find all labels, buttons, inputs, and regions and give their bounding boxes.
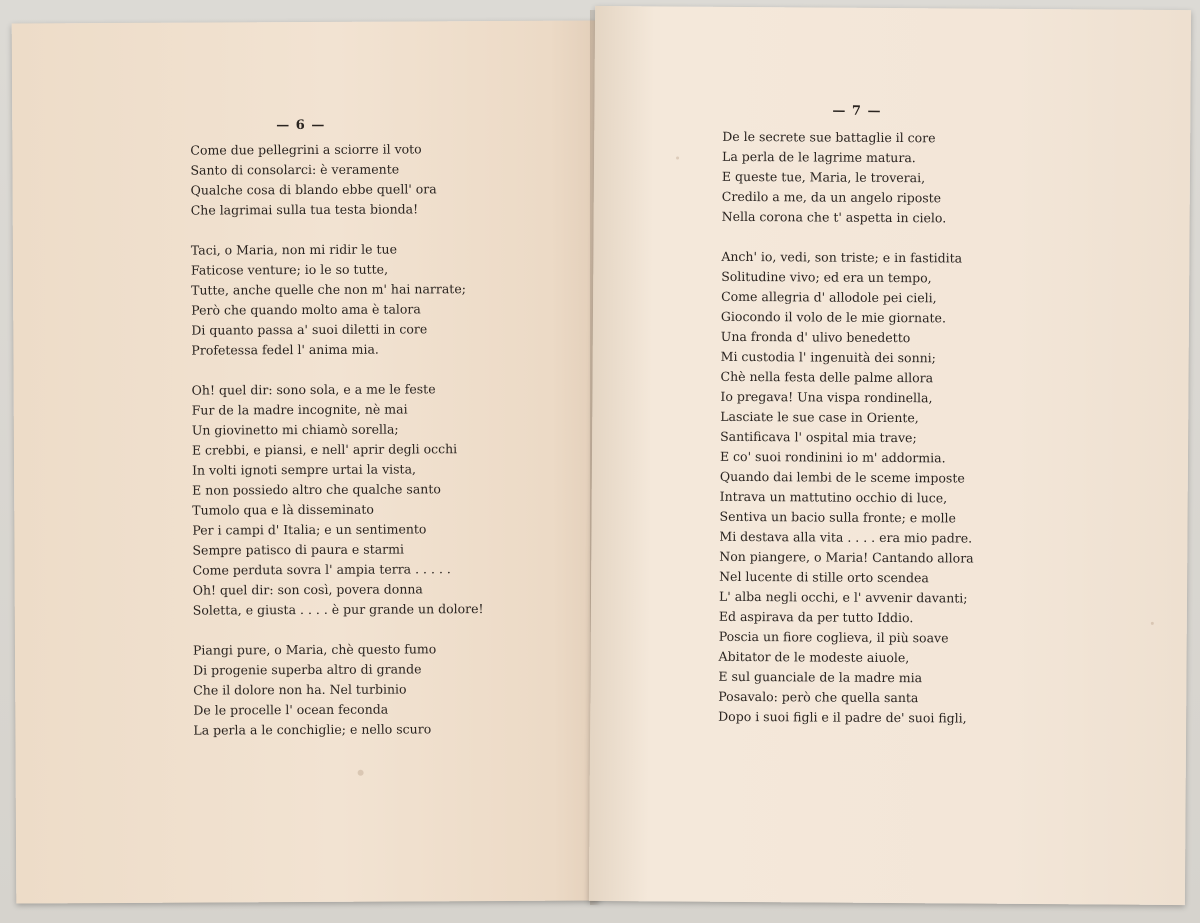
poem-line: Mi destava alla vita . . . . era mio padre. (719, 528, 973, 546)
poem-line: E non possiedo altro che qualche santo (192, 481, 441, 498)
poem-line: Santo di consolarci: è veramente (190, 161, 400, 178)
poem-line: Lasciate le sue case in Oriente, (720, 408, 919, 426)
poem-line: Soletta, e giusta . . . . è pur grande un dolore! (192, 601, 484, 618)
poem-line: Posavalo: però che quella santa (718, 688, 919, 706)
paper-stain (358, 770, 364, 776)
stanza (718, 247, 976, 729)
stanza (191, 239, 482, 361)
poem-line: Per i campi d' Italia; e un sentimento (192, 521, 427, 538)
poem-line: Come due pellegrini a sciorre il voto (190, 141, 422, 158)
poem-line: De le procelle l' ocean feconda (193, 701, 389, 718)
poem-line: Un giovinetto mi chiamò sorella; (191, 421, 399, 438)
right-page (589, 6, 1191, 905)
poem-line: Abitator de le modeste aiuole, (718, 648, 910, 666)
poem-line: Profetessa fedel l' anima mia. (191, 341, 379, 358)
poem-line: Chè nella festa delle palme allora (720, 368, 934, 386)
poem-line: Tumolo qua e là disseminato (192, 501, 374, 518)
poem-line: Santificava l' ospital mia trave; (720, 428, 917, 446)
poem-line: Poscia un fiore coglieva, il più soave (718, 628, 949, 646)
poem-line: E crebbi, e piansi, e nell' aprir degli occhi (191, 441, 458, 458)
poem-line: Di quanto passa a' suoi diletti in core (191, 321, 428, 338)
poem-line: Però che quando molto ama è talora (191, 301, 421, 318)
poem-line: Credilo a me, da un angelo riposte (721, 188, 942, 206)
poem-line: Mi custodia l' ingenuità dei sonni; (720, 348, 936, 366)
poem-line: Piangi pure, o Maria, chè questo fumo (192, 641, 437, 658)
poem-line: Sempre patisco di paura e starmi (192, 541, 405, 558)
stanza (193, 639, 484, 741)
poem-line: Giocondo il volo de le mie giornate. (720, 308, 947, 326)
poem-line: Qualche cosa di blando ebbe quell' ora (190, 181, 437, 198)
paper-stain (1151, 622, 1154, 625)
poem-line: Faticose venture; io le so tutte, (190, 261, 389, 278)
poem-line: Ed aspirava da per tutto Iddio. (718, 608, 914, 626)
poem-line: De le secrete sue battaglie il core (722, 128, 936, 146)
poem-line: Che lagrimai sulla tua testa bionda! (190, 201, 419, 218)
poem-line: Una fronda d' ulivo benedetto (720, 328, 911, 346)
poem-text-right (718, 127, 977, 729)
poem-line: Come perduta sovra l' ampia terra . . . . . (192, 561, 451, 578)
poem-line: Nella corona che t' aspetta in cielo. (721, 208, 947, 226)
poem-line: Oh! quel dir: son così, povera donna (192, 581, 423, 598)
poem-line: Sentiva un bacio sulla fronte; e molle (719, 508, 956, 526)
poem-line: Anch' io, vedi, son triste; e in fastidita (721, 248, 963, 266)
poem-line: Non piangere, o Maria! Cantando allora (719, 548, 974, 566)
poem-line: Io pregava! Una vispa rondinella, (720, 388, 933, 406)
poem-line: In volti ignoti sempre urtai la vista, (192, 461, 417, 478)
poem-line: Solitudine vivo; ed era un tempo, (721, 268, 932, 286)
poem-line: Oh! quel dir: sono sola, e a me le feste (191, 381, 436, 398)
page-number-right: — 7 — (832, 103, 882, 119)
poem-line: E queste tue, Maria, le troverai, (721, 168, 926, 186)
page-number-left: — 6 — (276, 117, 326, 134)
stanza (190, 139, 481, 221)
poem-line: Quando dai lembi de le sceme imposte (719, 468, 965, 486)
poem-line: La perla de le lagrime matura. (722, 148, 916, 166)
stanza (192, 379, 484, 621)
poem-line: E sul guanciale de la madre mia (718, 668, 923, 686)
poem-line: Tutte, anche quelle che non m' hai narrate; (191, 281, 466, 298)
poem-line: Fur de la madre incognite, nè mai (191, 401, 408, 418)
poem-line: Di progenie superba altro di grande (193, 661, 422, 678)
paper-stain (676, 156, 679, 159)
poem-line: E co' suoi rondinini io m' addormia. (719, 448, 946, 466)
poem-line: Nel lucente di stille orto scendea (719, 568, 929, 586)
left-page (12, 20, 601, 903)
poem-line: La perla a le conchiglie; e nello scuro (193, 721, 432, 738)
poem-line: Che il dolore non ha. Nel turbinio (193, 681, 407, 698)
stanza (722, 127, 977, 229)
poem-text-left (190, 139, 484, 741)
poem-line: L' alba negli occhi, e l' avvenir davanti; (718, 588, 968, 606)
poem-line: Come allegria d' allodole pei cieli, (721, 288, 937, 306)
poem-line: Taci, o Maria, non mi ridir le tue (190, 241, 398, 258)
poem-line: Intrava un mattutino occhio di luce, (719, 488, 948, 506)
poem-line: Dopo i suoi figli e il padre de' suoi figli, (718, 708, 967, 726)
